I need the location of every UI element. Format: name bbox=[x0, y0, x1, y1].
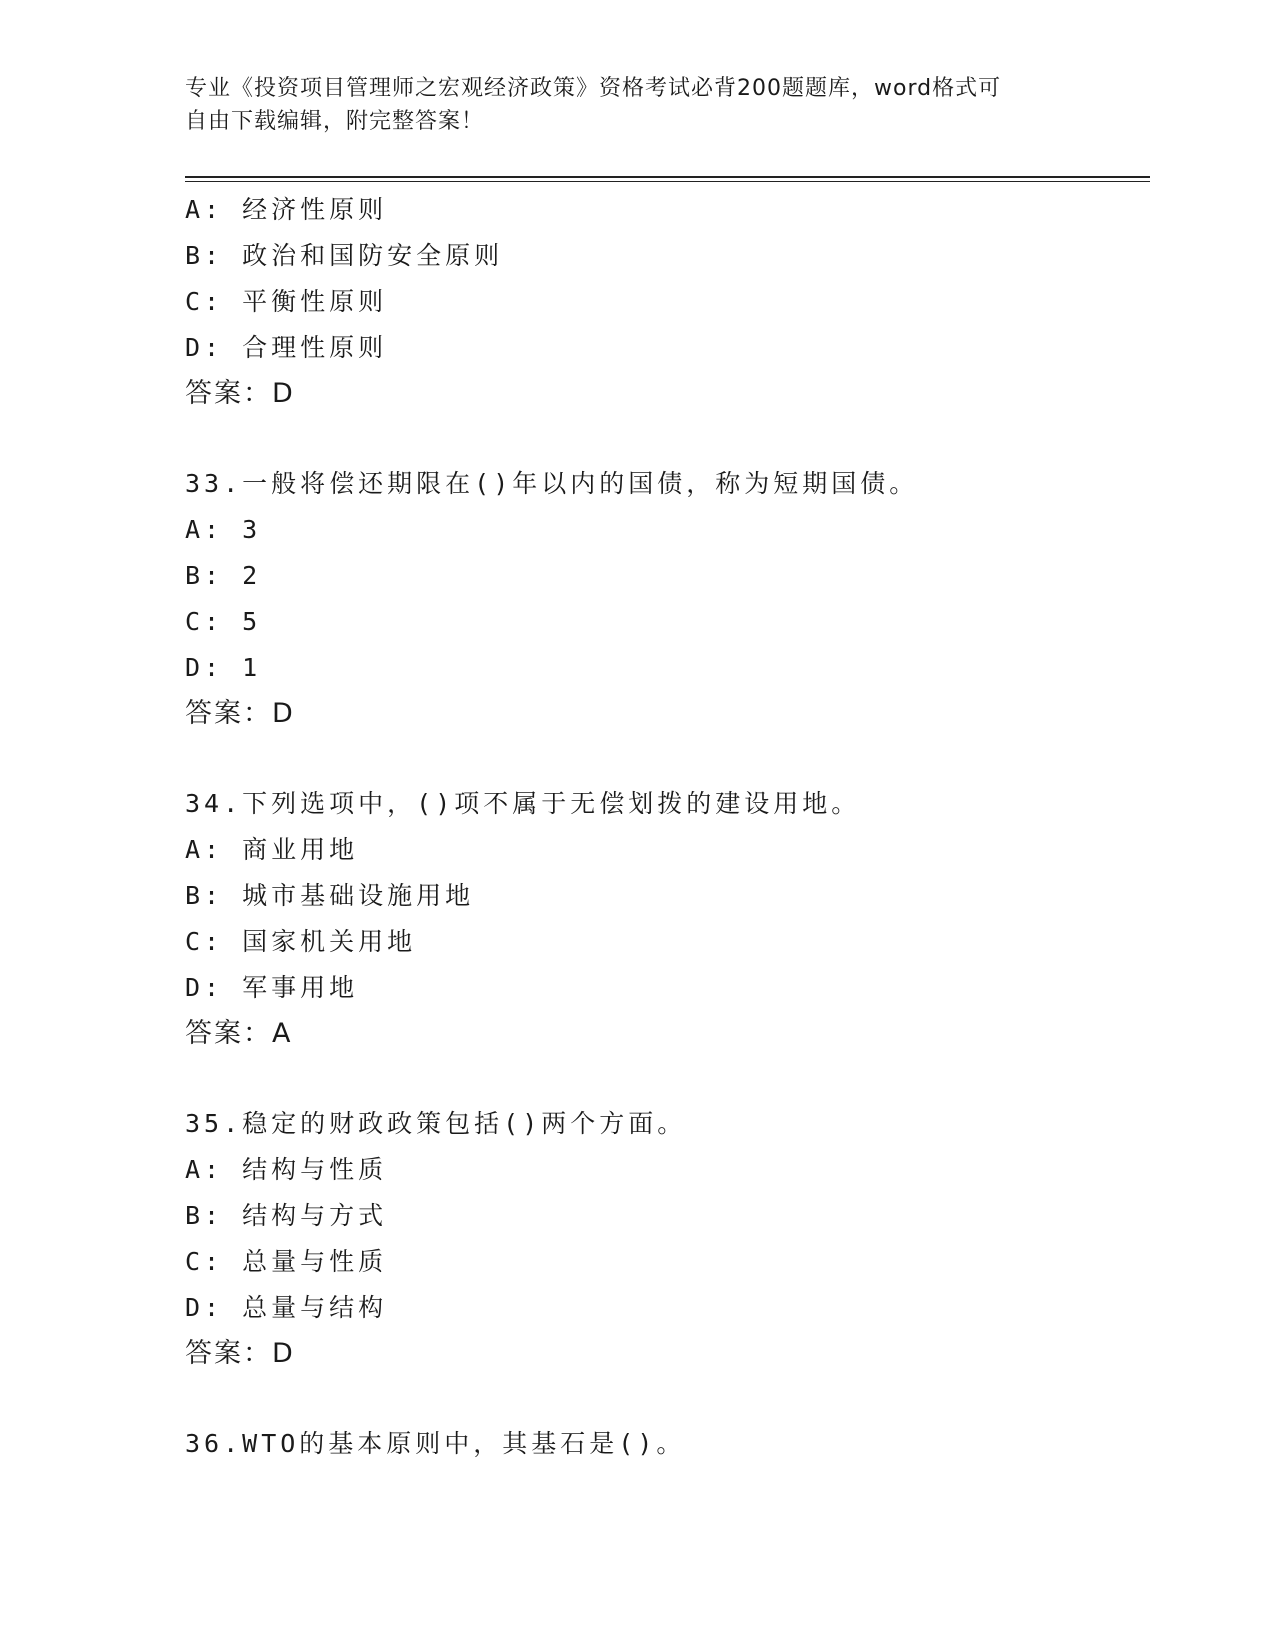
option-c: C: 总量与性质 bbox=[185, 1247, 388, 1276]
question-block-33 bbox=[185, 461, 1150, 737]
header-line-2: 自由下载编辑，附完整答案！ bbox=[185, 109, 485, 134]
document-header bbox=[185, 72, 1085, 138]
question-list bbox=[185, 187, 1150, 1467]
option-a: A: 结构与性质 bbox=[185, 1155, 388, 1184]
spacer bbox=[185, 417, 1150, 461]
question-block-36 bbox=[185, 1421, 1150, 1467]
question-stem: 35.稳定的财政政策包括()两个方面。 bbox=[185, 1109, 687, 1138]
header-line-1: 专业《投资项目管理师之宏观经济政策》资格考试必背200题题库，word格式可 bbox=[185, 76, 1002, 101]
question-stem: 33.一般将偿还期限在()年以内的国债，称为短期国债。 bbox=[185, 469, 919, 498]
answer-line: 答案：A bbox=[185, 1018, 293, 1049]
spacer bbox=[185, 1057, 1150, 1101]
option-b: B: 政治和国防安全原则 bbox=[185, 241, 504, 270]
question-block-35 bbox=[185, 1101, 1150, 1377]
question-stem: 34.下列选项中，()项不属于无偿划拨的建设用地。 bbox=[185, 789, 861, 818]
answer-line: 答案：D bbox=[185, 698, 295, 729]
option-b: B: 结构与方式 bbox=[185, 1201, 388, 1230]
answer-line: 答案：D bbox=[185, 378, 295, 409]
header-divider-thin bbox=[185, 181, 1150, 182]
header-divider-thick bbox=[185, 176, 1150, 178]
option-b: B: 城市基础设施用地 bbox=[185, 881, 475, 910]
option-d: D: 1 bbox=[185, 653, 262, 682]
option-a: A: 3 bbox=[185, 515, 262, 544]
option-d: D: 军事用地 bbox=[185, 973, 359, 1002]
question-block-34 bbox=[185, 781, 1150, 1057]
option-b: B: 2 bbox=[185, 561, 262, 590]
previous-question-block bbox=[185, 187, 1150, 417]
option-a: A: 商业用地 bbox=[185, 835, 359, 864]
spacer bbox=[185, 1377, 1150, 1421]
option-c: C: 平衡性原则 bbox=[185, 287, 388, 316]
option-a: A: 经济性原则 bbox=[185, 195, 388, 224]
option-d: D: 总量与结构 bbox=[185, 1293, 388, 1322]
option-c: C: 国家机关用地 bbox=[185, 927, 417, 956]
option-c: C: 5 bbox=[185, 607, 262, 636]
spacer bbox=[185, 737, 1150, 781]
question-stem: 36.WTO的基本原则中，其基石是()。 bbox=[185, 1429, 686, 1458]
answer-line: 答案：D bbox=[185, 1338, 295, 1369]
option-d: D: 合理性原则 bbox=[185, 333, 388, 362]
